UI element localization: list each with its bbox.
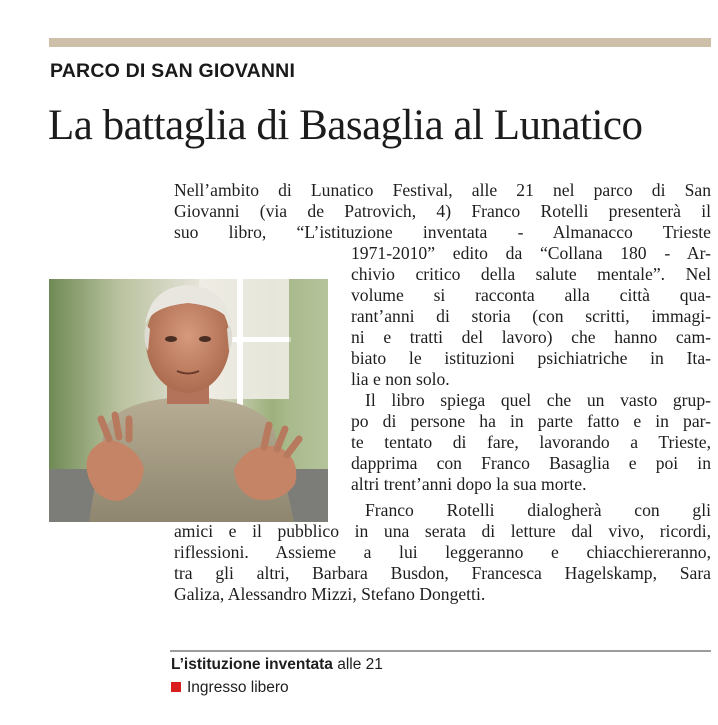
red-square-bullet-icon [171, 682, 181, 692]
article-line: Nell’ambito di Lunatico Festival, alle 21 nel parco di San [174, 180, 711, 200]
article-line: po di persone ha in parte fatto e in par- [351, 411, 711, 431]
article-photo [49, 279, 328, 522]
section-label: PARCO DI SAN GIOVANNI [50, 60, 296, 82]
article-line: tra gli altri, Barbara Busdon, Francesca Hagelskamp, Sara [174, 563, 711, 583]
article-line: suo libro, “L’istituzione inventata - Almanacco Trieste [174, 222, 711, 242]
footer-rule [170, 650, 711, 652]
article-line: chivio critico della salute mentale”. Nel [351, 264, 711, 284]
article-line: amici e il pubblico in una serata di letture dal vivo, ricordi, [174, 521, 711, 541]
article-line: te tentato di fare, lavorando a Trieste, [351, 432, 711, 452]
article-line: Il libro spiega quel che un vasto grup- [365, 390, 711, 410]
article-line: lia e non solo. [351, 369, 450, 389]
headline: La battaglia di Basaglia al Lunatico [48, 102, 643, 149]
event-time: alle 21 [337, 656, 383, 673]
article-line: Giovanni (via de Patrovich, 4) Franco Rotelli presenterà il [174, 201, 711, 221]
article-line: volume si racconta alla città qua- [351, 285, 711, 305]
article-line: altri trent’anni dopo la sua morte. [351, 474, 587, 494]
admission-text: Ingresso libero [187, 679, 289, 696]
portrait-illustration [49, 279, 328, 522]
article-line: rant’anni di storia (con scritti, immagi- [351, 306, 711, 326]
article-line: dapprima con Franco Basaglia e poi in [351, 453, 711, 473]
article-line: riflessioni. Assieme a lui leggeranno e chiacchiereranno, [174, 542, 711, 562]
admission-info [171, 679, 289, 697]
article-line: ni e tratti del lavoro) che hanno cam- [351, 327, 711, 347]
article-line: Galiza, Alessandro Mizzi, Stefano Dongetti. [174, 584, 486, 604]
article-line: Franco Rotelli dialogherà con gli [365, 500, 711, 520]
event-title: L’istituzione inventata [171, 656, 333, 673]
event-info [171, 656, 383, 674]
article-line: 1971-2010” edito da “Collana 180 - Ar- [351, 243, 711, 263]
article-line: biato le istituzioni psichiatriche in Ita- [351, 348, 711, 368]
top-rule [49, 38, 711, 47]
